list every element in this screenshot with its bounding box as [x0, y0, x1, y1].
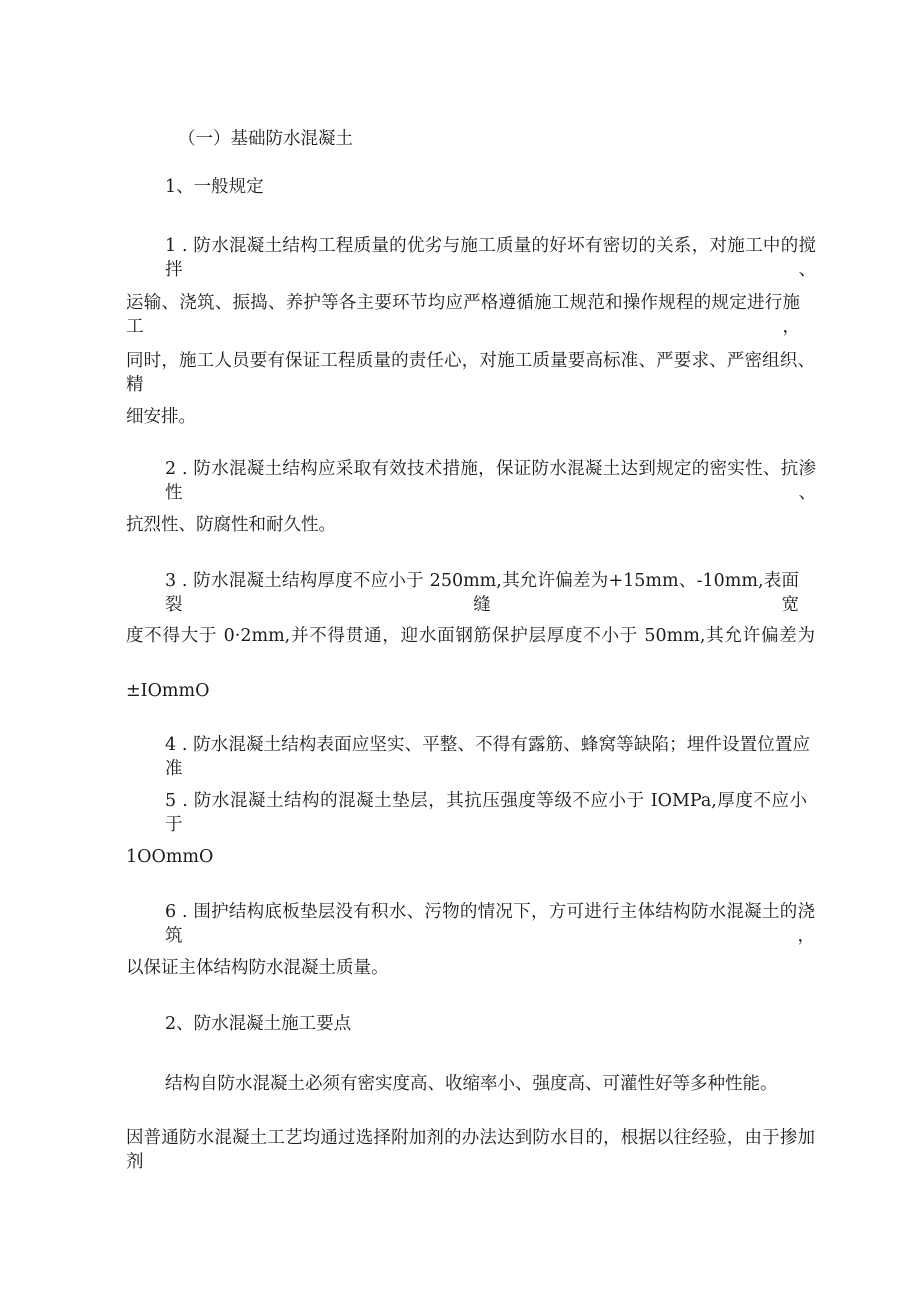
item-3-line-1: 3 . 防水混凝土结构厚度不应小于 250mm,其允许偏差为+15mm、-10mm,表面裂缝宽 [165, 571, 799, 615]
item-3-line-3: ±IOmmO [126, 681, 210, 701]
paragraph-line-1: 结构自防水混凝土必须有密实度高、收缩率小、强度高、可灌性好等多种性能。 [165, 1074, 778, 1094]
item-1-line-3: 同时，施工人员要有保证工程质量的责任心，对施工质量要高标准、严要求、严密组织、精 [126, 351, 815, 395]
section-heading: （一）基础防水混凝土 [178, 129, 353, 149]
item-3-line-2: 度不得大于 0·2mm,并不得贯通，迎水面钢筋保护层厚度不小于 50mm,其允许偏差为 [126, 626, 815, 646]
item-5-line-2: 1OOmmO [126, 847, 214, 867]
item-1-line-4: 细安排。 [126, 407, 196, 427]
subsection-2-title: 2、防水混凝土施工要点 [165, 1014, 352, 1034]
item-4-line-1: 4 . 防水混凝土结构表面应坚实、平整、不得有露筋、蜂窝等缺陷；埋件设置位置应准 [165, 735, 810, 779]
item-2-line-2: 抗烈性、防腐性和耐久性。 [126, 515, 336, 535]
paragraph-line-2: 因普通防水混凝土工艺均通过选择附加剂的办法达到防水目的，根据以往经验，由于掺加剂 [126, 1128, 815, 1172]
item-6-line-1: 6 . 围护结构底板垫层没有积水、污物的情况下，方可进行主体结构防水混凝土的浇筑， [165, 902, 815, 946]
item-6-line-2: 以保证主体结构防水混凝土质量。 [126, 958, 389, 978]
subsection-1-title: 1、一般规定 [165, 177, 264, 197]
item-2-line-1: 2 . 防水混凝土结构应采取有效技术措施，保证防水混凝土达到规定的密实性、抗渗性、 [165, 459, 816, 503]
item-5-line-1: 5 . 防水混凝土结构的混凝土垫层，其抗压强度等级不应小于 IOMPa,厚度不应小于 [165, 791, 807, 835]
item-1-line-1: 1 . 防水混凝土结构工程质量的优劣与施工质量的好坏有密切的关系，对施工中的搅拌、 [165, 236, 816, 280]
item-1-line-2: 运输、浇筑、振捣、养护等各主要环节均应严格遵循施工规范和操作规程的规定进行施工， [126, 293, 800, 337]
